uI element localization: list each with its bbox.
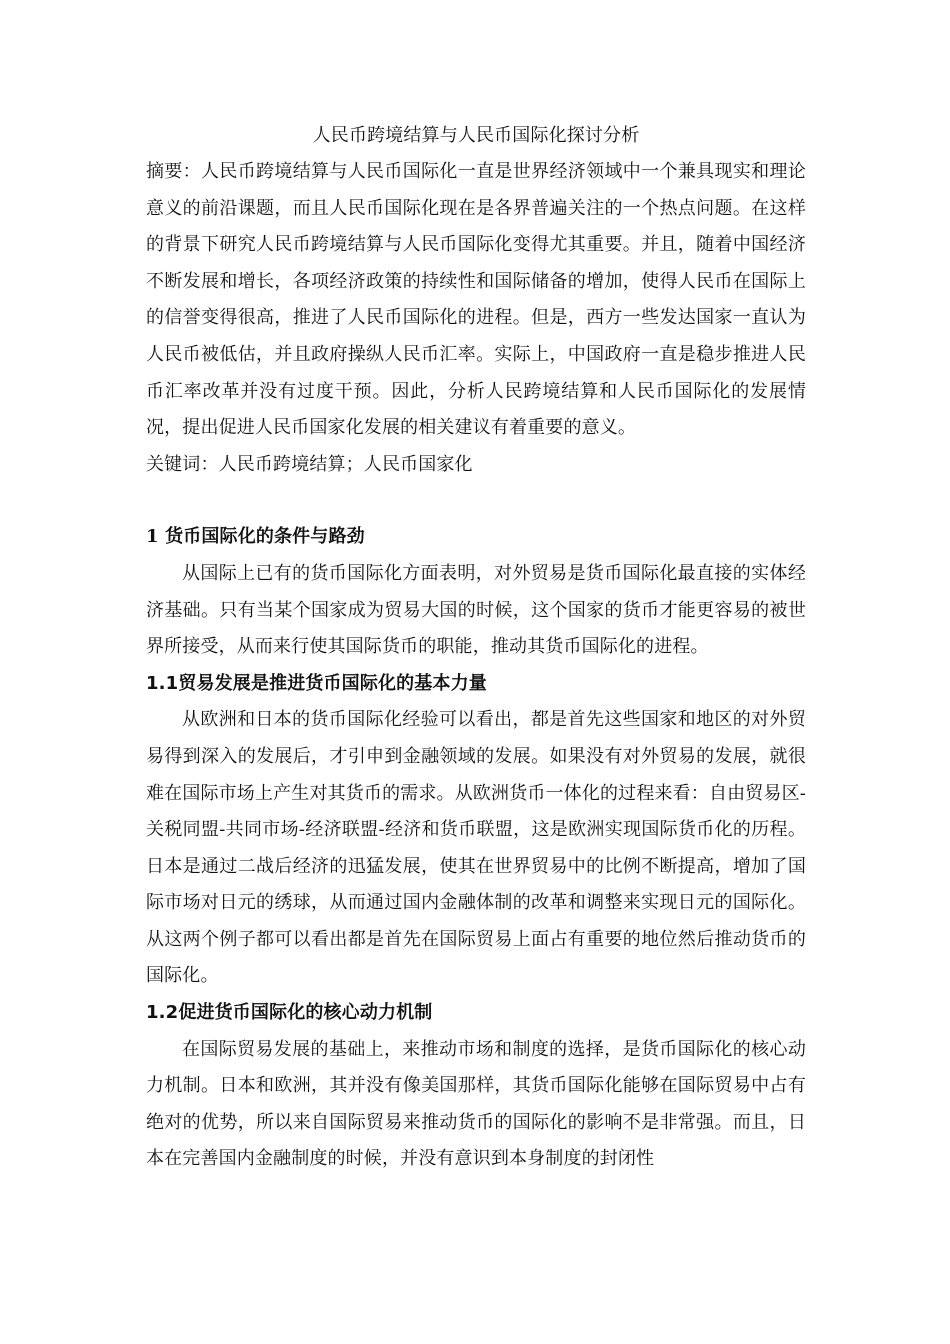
section-heading-1-2: 1.2促进货币国际化的核心动力机制 — [146, 1002, 433, 1024]
keywords-label: 关键词： — [146, 453, 219, 475]
keywords-text: 人民币跨境结算；人民币国家化 — [218, 453, 473, 475]
abstract-text: 人民币跨境结算与人民币国际化一直是世界经济领域中一个兼具现实和理论意义的前沿课题，而且人民币国际化现在是各界普遍关注的一个热点问题。在这样的背景下研究人民币跨境结算与人民币国际化变得尤其重要。并且，随着中国经济不断发展和增长，各项经济政策的持续性和国际储备的增加，使得人民币在国际上的信誉变得很高，推进了人民币国际化的进程。但是，西方一些发达国家一直认为人民币被低估，并且政府操纵人民币汇率。实际上，中国政府一直是稳步推进人民币汇率改革并没有过度干预。因此，分析人民跨境结算和人民币国际化的发展情况，提出促进人民币国家化发展的相关建议有着重要的意义。 — [146, 161, 806, 439]
abstract — [146, 154, 806, 447]
section-paragraph-1: 从国际上已有的货币国际化方面表明，对外贸易是货币国际化最直接的实体经济基础。只有当某个国家成为贸易大国的时候，这个国家的货币才能更容易的被世界所接受，从而来行使其国际货币的职能，推动其货币国际化的进程。 — [146, 562, 806, 658]
keywords — [146, 447, 806, 484]
section-paragraph-1-2: 在国际贸易发展的基础上，来推动市场和制度的选择，是货币国际化的核心动力机制。日本和欧洲，其并没有像美国那样，其货币国际化能够在国际贸易中占有绝对的优势，所以来自国际贸易来推动货币的国际化的影响不是非常强。而且，日本在完善国内金融制度的时候，并没有意识到本身制度的封闭性 — [146, 1038, 806, 1170]
abstract-label: 摘要： — [146, 161, 202, 182]
section-heading-1-1: 1.1贸易发展是推进货币国际化的基本力量 — [146, 672, 487, 694]
document-body — [146, 118, 806, 1178]
section-paragraph-1-1: 从欧洲和日本的货币国际化经验可以看出，都是首先这些国家和地区的对外贸易得到深入的发展后，才引申到金融领域的发展。如果没有对外贸易的发展，就很难在国际市场上产生对其货币的需求。从欧洲货币一体化的过程来看：自由贸易区-关税同盟-共同市场-经济联盟-经济和货币联盟，这是欧洲实现国际货币化的历程。日本是通过二战后经济的迅猛发展，使其在世界贸易中的比例不断提高，增加了国际市场对日元的绣球，从而通过国内金融体制的改革和调整来实现日元的国际化。从这两个例子都可以看出都是首先在国际贸易上面占有重要的地位然后推动货币的国际化。 — [146, 709, 806, 987]
section-heading-1: 1 货币国际化的条件与路劲 — [146, 526, 365, 548]
document-title: 人民币跨境结算与人民币国际化探讨分析 — [312, 125, 640, 146]
